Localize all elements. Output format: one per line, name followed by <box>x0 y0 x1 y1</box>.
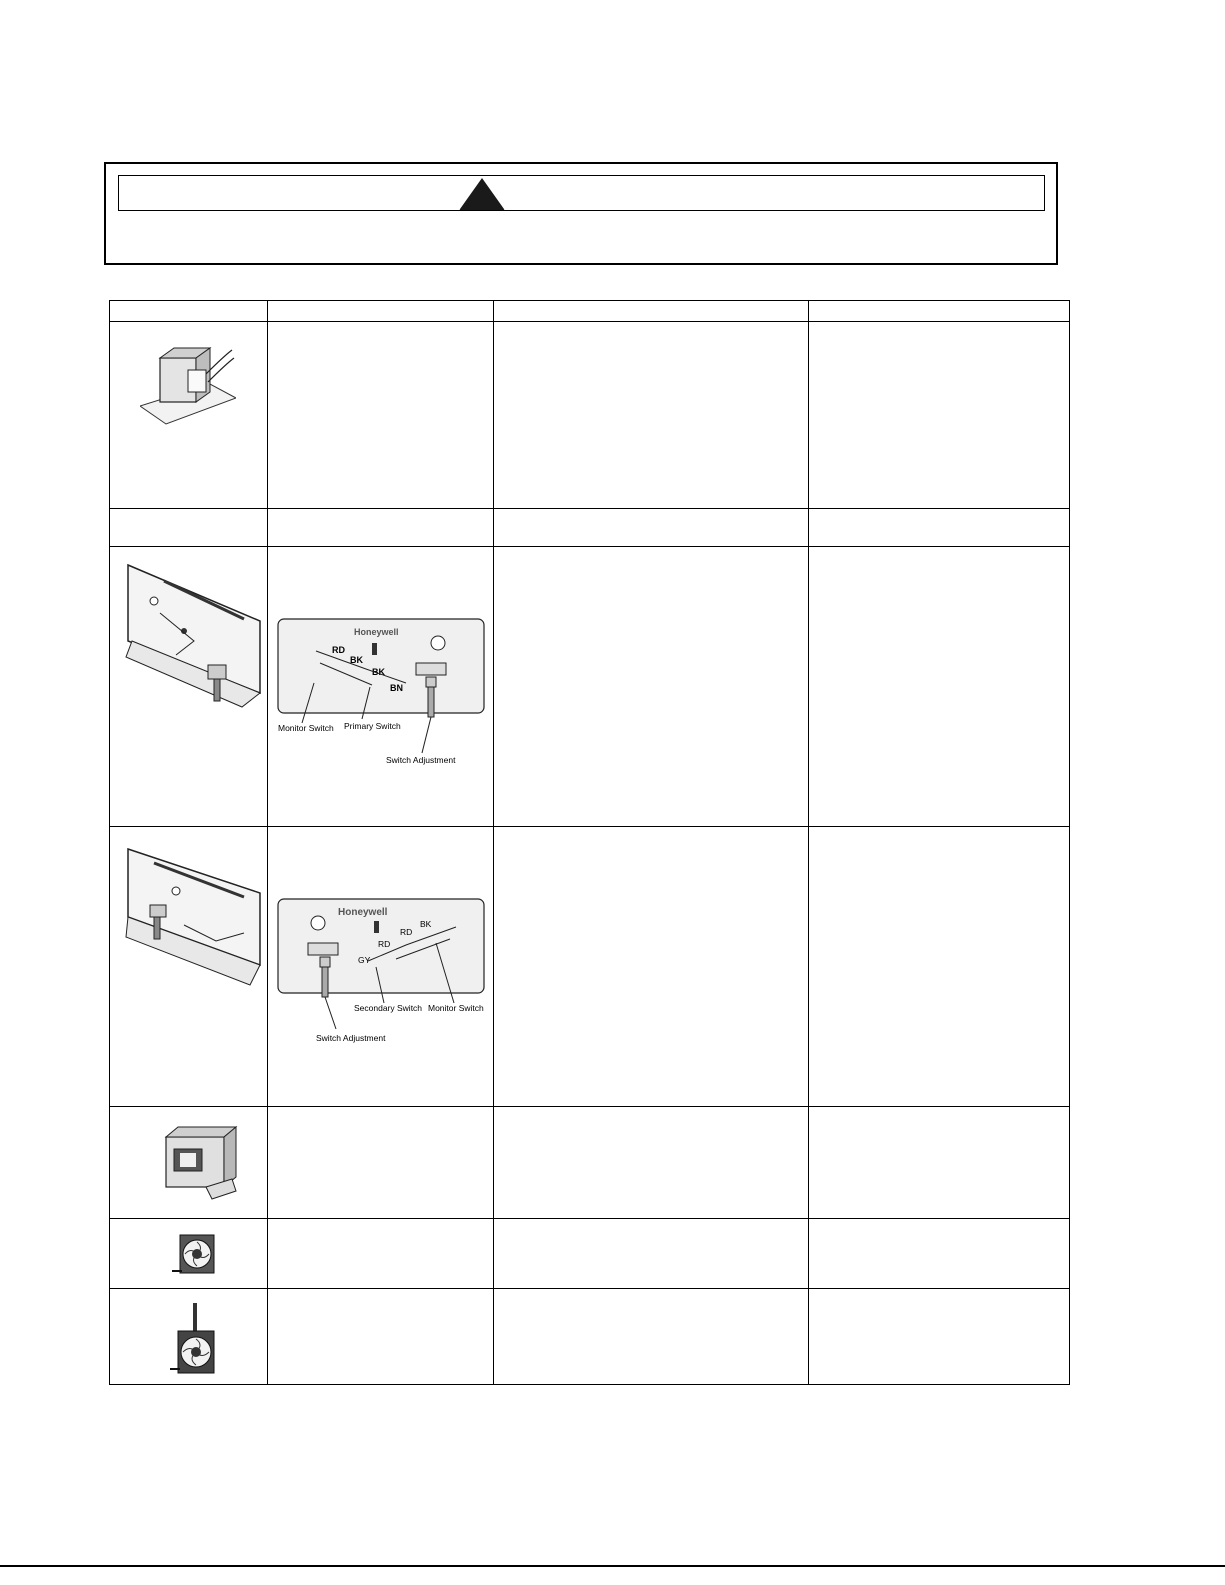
wire-label: RD <box>400 927 413 937</box>
callout-label: Switch Adjustment <box>386 755 456 765</box>
table-cell <box>494 509 809 547</box>
fan-with-lead-icon <box>170 1303 220 1379</box>
primary-switch-assembly-image <box>124 561 264 711</box>
wire-label: BN <box>390 683 403 693</box>
secondary-switch-wiring-diagram <box>276 897 490 1057</box>
table-cell <box>268 322 494 509</box>
warning-text <box>120 220 1040 256</box>
wiring-diagram-cell <box>268 547 494 827</box>
table-cell <box>110 509 268 547</box>
table-cell <box>809 1289 1070 1385</box>
callout-label: Switch Adjustment <box>316 1033 386 1043</box>
table-cell <box>494 1107 809 1219</box>
warning-triangle-icon <box>458 177 506 211</box>
table-row <box>110 509 1070 547</box>
table-cell <box>268 1289 494 1385</box>
brand-label: Honeywell <box>338 907 388 918</box>
component-image-cell <box>110 1219 268 1289</box>
wire-label: BK <box>372 667 385 677</box>
table-cell <box>809 547 1070 827</box>
table-cell <box>809 1219 1070 1289</box>
table-cell <box>494 1289 809 1385</box>
table-cell <box>268 509 494 547</box>
table-cell <box>809 322 1070 509</box>
table-row <box>110 1107 1070 1219</box>
table-cell <box>494 322 809 509</box>
secondary-switch-assembly-image <box>124 845 264 995</box>
wire-label: RD <box>332 645 345 655</box>
callout-label: Primary Switch <box>344 721 401 731</box>
header-cell <box>268 301 494 322</box>
table-cell <box>809 827 1070 1107</box>
warning-box <box>104 162 1058 265</box>
table-cell <box>809 1107 1070 1219</box>
transformer-image <box>140 336 236 428</box>
footer-rule <box>0 1565 1225 1567</box>
fan-icon <box>172 1231 218 1279</box>
callout-label: Monitor Switch <box>278 723 334 733</box>
table-row <box>110 322 1070 509</box>
table-row <box>110 1219 1070 1289</box>
warning-header <box>118 175 1045 211</box>
primary-switch-wiring-diagram <box>276 617 488 777</box>
wire-label: RD <box>378 939 391 949</box>
component-image-cell <box>110 1289 268 1385</box>
component-image-cell <box>110 827 268 1107</box>
table-cell <box>809 509 1070 547</box>
header-cell <box>110 301 268 322</box>
table-cell <box>494 547 809 827</box>
table-cell <box>268 1107 494 1219</box>
table-row <box>110 827 1070 1107</box>
header-cell <box>809 301 1070 322</box>
table-cell <box>494 827 809 1107</box>
wire-label: BK <box>350 655 363 665</box>
callout-label: Monitor Switch <box>428 1003 484 1013</box>
callout-label: Secondary Switch <box>354 1003 423 1013</box>
table-row <box>110 1289 1070 1385</box>
component-image-cell <box>110 322 268 509</box>
table-header-row <box>110 301 1070 322</box>
parts-table <box>109 300 1070 1385</box>
wiring-diagram-cell <box>268 827 494 1107</box>
low-voltage-transformer-image <box>162 1123 242 1203</box>
table-cell <box>494 1219 809 1289</box>
wire-label: BK <box>420 919 432 929</box>
table-row <box>110 547 1070 827</box>
component-image-cell <box>110 1107 268 1219</box>
header-cell <box>494 301 809 322</box>
component-image-cell <box>110 547 268 827</box>
brand-label: Honeywell <box>354 627 399 637</box>
table-cell <box>268 1219 494 1289</box>
wire-label: GY <box>358 955 371 965</box>
